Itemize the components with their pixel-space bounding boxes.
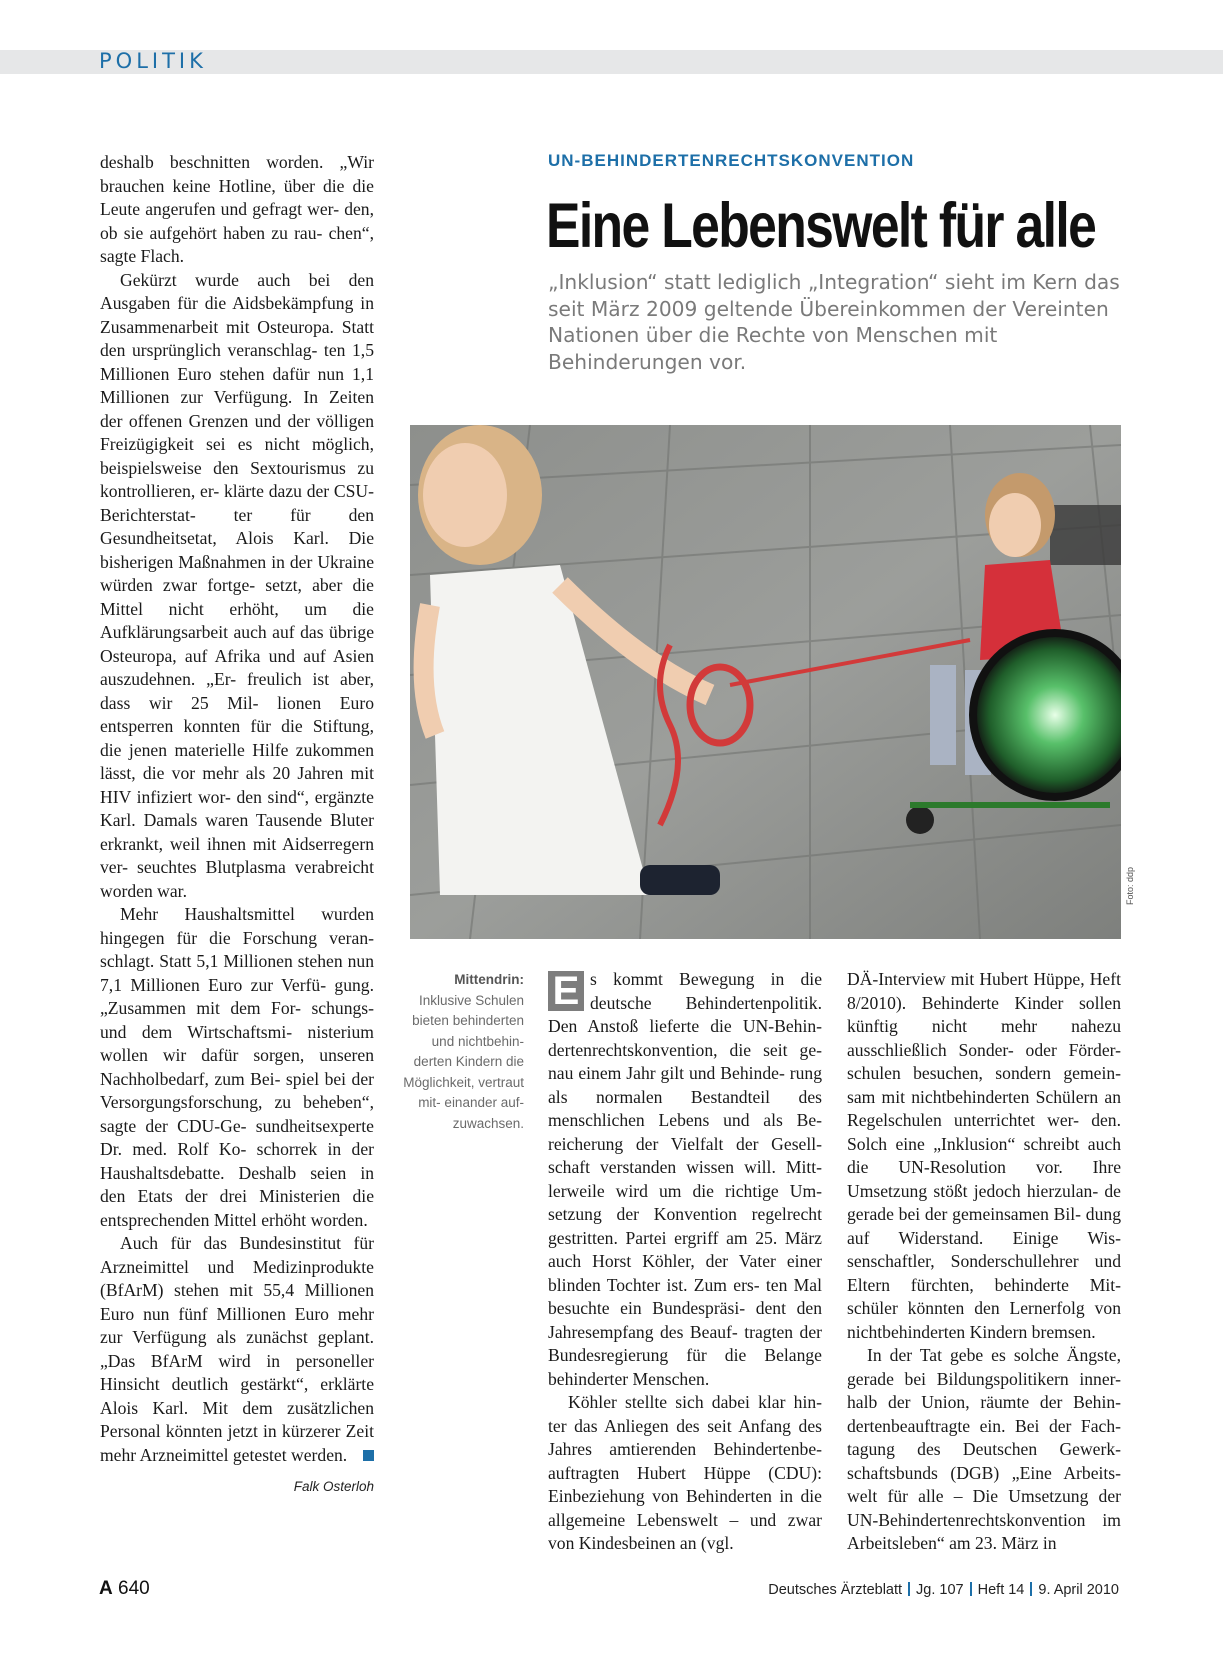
journal-date: 9. April 2010: [1038, 1582, 1119, 1598]
publication-footer: [768, 1582, 1119, 1598]
body-right-paragraph-2: In der Tat gebe es solche Ängste, gerade bei Bildungspolitikern inner- halb der Union, räumte der Behin- dertenbeauftragte ein. Bei der Fach- tagung des Deutschen Gewerk- schaftsbunds (DGB) „Eine Arbeits- welt für alle – Die Umsetzung der UN-Behindertenrechtskonvention im Arbeitsleben“ am 23. März in: [847, 1345, 1121, 1553]
section-label: POLITIK: [99, 49, 207, 73]
page-number: [99, 1578, 150, 1600]
author-byline: Falk Osterloh: [293, 1479, 374, 1494]
article-kicker: UN-BEHINDERTENRECHTSKONVENTION: [548, 151, 915, 170]
journal-issue: Heft 14: [977, 1582, 1025, 1598]
body-middle-paragraph-1: [548, 968, 822, 1391]
article-headline: Eine Lebenswelt für alle: [546, 191, 1096, 261]
body-column-middle: [548, 968, 822, 1556]
body-right-paragraph-1: DÄ-Interview mit Hubert Hüppe, Heft 8/2010). Behinderte Kinder sollen künftig nicht mehr nahezu ausschließlich Sonder- oder Förder- schulen besuchen, sondern gemein- sam mit nichtbehinderten Schülern an Regelschulen unterrichtet wer- den. Solch eine „Inklusion“ schreibt auch die UN-Resolution vor. Ihre Umsetzung stößt jedoch hierzulan- de gerade bei der gemeinsamen Bil- dung auf Widerstand. Einige Wis- senschaftler, Sonderschullehrer und Eltern fürchten, behinderte Mit- schüler könnten den Lernerfolg von nichtbehinderten Kindern bremsen.: [847, 969, 1121, 1342]
page-prefix: A: [99, 1578, 113, 1599]
body-column-right: [847, 968, 1121, 1556]
left-paragraph-4-text: Auch für das Bundesinstitut für Arzneimittel und Medizinprodukte (BfArM) stehen mit 55,4 Millionen Euro nun fünf Millionen Euro mehr zur Verfügung als zunächst geplant. „Das BfArM wird in personeller Hinsicht deutlich gestärkt“, erklärte Alois Karl. Mit dem zusätzlichen Personal könnten jetzt in kürzerer Zeit mehr Arzneimittel getestet werden.: [100, 1233, 374, 1465]
article-lead: „Inklusion“ statt lediglich „Integration“ sieht im Kern das seit März 2009 geltende Übereinkommen der Vereinten Nationen über die Rechte von Menschen mit Behinderungen vor.: [548, 270, 1120, 374]
article-photo: [410, 425, 1121, 939]
caption-text: Inklusive Schulen bieten behinderten und nichtbehin- derten Kindern die Möglichkeit, vertraut mit- einander auf- zuwachsen.: [403, 992, 524, 1131]
journal-name: Deutsches Ärzteblatt: [768, 1582, 903, 1598]
left-paragraph-4: [100, 1232, 374, 1467]
end-of-article-icon: [363, 1450, 374, 1461]
journal-volume: Jg. 107: [916, 1582, 964, 1598]
left-paragraph-3: Mehr Haushaltsmittel wurden hingegen für die Forschung veran- schlagt. Statt 5,1 Millionen stehen nun 7,1 Millionen Euro zur Verfü- gung. „Zusammen mit dem For- schungs- und dem Wirtschaftsmi- nisterium wollen wir dafür sorgen, unseren Nachholbedarf, zum Bei- spiel bei der Versorgungsforschung, zu beheben“, sagte der CDU-Ge- sundheitsexperte Dr. med. Rolf Ko- schorrek in der Haushaltsdebatte. Deshalb seien in den Etats der drei Ministerien die entsprechenden Mittel erhöht worden.: [100, 904, 374, 1230]
drop-cap: E: [548, 971, 584, 1011]
caption-title: Mittendrin:: [454, 972, 524, 987]
photo-caption: [400, 970, 524, 1134]
photo-illustration: [410, 425, 1121, 939]
left-paragraph-1: deshalb beschnitten worden. „Wir brauchen keine Hotline, über die die Leute angerufen und gefragt wer- den, ob sie aufgehört haben zu rau- chen“, sagte Flach.: [100, 152, 374, 266]
photo-credit: Foto: ddp: [1125, 866, 1135, 905]
page-number-value: 640: [118, 1578, 150, 1599]
left-paragraph-2: Gekürzt wurde auch bei den Ausgaben für die Aidsbekämpfung in Zusammenarbeit mit Osteuropa. Statt den ursprünglich veranschlag- ten 1,5 Millionen Euro stehen dafür nun 1,1 Millionen zur Verfügung. In Zeiten der offenen Grenzen und der völligen Freizügigkeit sei es nicht möglich, beispielsweise den Sextourismus zu kontrollieren, er- klärte dazu der CSU-Berichterstat- ter für den Gesundheitsetat, Alois Karl. Die bisherigen Maßnahmen in der Ukraine würden zwar fortge- setzt, aber die Mittel nicht erhöht, um die Aufklärungsarbeit auch auf das übrige Osteuropa, auf Afrika und auf Asien auszudehnen. „Er- freulich ist aber, dass wir 25 Mil- lionen Euro entsperren konnten für die Stiftung, die jenen materielle Hilfe zukommen lässt, die vor mehr als 20 Jahren mit HIV infiziert wor- den sind“, ergänzte Karl. Damals waren Tausende Bluter erkrankt, weil ihnen mit Aidserregern ver- seuchtes Blutplasma verabreicht worden war.: [100, 269, 374, 901]
footer-separator: [908, 1582, 910, 1596]
body-middle-paragraph-1-text: s kommt Bewegung in die deutsche Behindertenpolitik. Den Anstoß lieferte die UN-Behin- dertenrechtskonvention, die seit ge- nau einem Jahr gilt und Behinde- rung als normalen Bestandteil des menschlichen Lebens und als Be- reicherung der Vielfalt der Gesell- schaft verstanden wissen will. Mitt- lerweile wird um die richtige Um- setzung der Konvention regelrecht gestritten. Partei ergriff am 25. März auch Horst Köhler, der Vater einer blinden Tochter ist. Zum ers- ten Mal besuchte ein Bundespräsi- dent den Jahresempfang des Beauf- tragten der Bundesregierung für die Belange behinderter Menschen.: [548, 969, 822, 1389]
footer-separator: [1030, 1582, 1032, 1596]
footer-separator: [970, 1582, 972, 1596]
body-middle-paragraph-2: Köhler stellte sich dabei klar hin- ter das Anliegen des seit Anfang des Jahres amtierenden Behindertenbe- auftragten Hubert Hüppe (CDU): Einbeziehung von Behinderten in die allgemeine Lebenswelt – und zwar von Kindesbeinen an (vgl.: [548, 1392, 822, 1553]
left-column: [100, 151, 374, 1499]
